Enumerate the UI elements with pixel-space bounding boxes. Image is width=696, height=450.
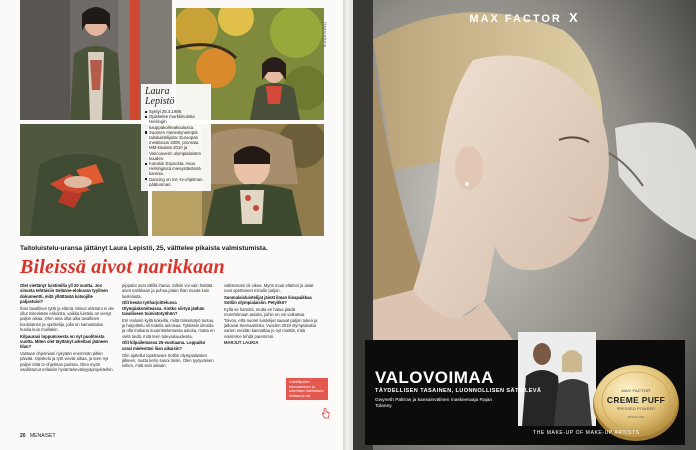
- paragraph: Kilpaurasi loppumisesta on nyt puolitoista vuotta. Miten olet täyttänyt arkeltasi jääneen tilan?: [20, 333, 108, 350]
- pullquote: Luistelijoiden treenaamisen ja tukemisen kannattaisi aloittaa jo nyt.: [286, 378, 328, 400]
- ad-brand-logo: [353, 10, 696, 25]
- article-page: [0, 0, 343, 450]
- paragraph: En! Halusin kyllä kokeilla, miltä toimistotyö tuntuu, ja harjoittelu oli todella antoisaa. Tykkäsin ideoida ja olla mukana suunnittelemassa asioita, mutta en vielä tiedä, mitä teen tulevaisuudessa.: [122, 317, 215, 339]
- article-headline: Bileissä aivot narikkaan: [20, 256, 225, 278]
- paragraph: Kyllä se harmitti, mutta en halua jäädä murehtimaan asioita, joihin en voi vaikuttaa. Toivon, että nuoret luistelijat saavat paljon tukea ja jatkavat treenaamista. Vuoden 2018 olympialaisia varten meidän kannattaa jo nyt miettiä, mitä voisimme tehdä paremmin.: [224, 307, 318, 339]
- paragraph: Ihan tavallinen tyttö ja elämä. Minun elämäni ei ole ollut mitenkään erikoista, vaikka luistelu on vienyt paljon aikaa. Olen aina ollut aika tavallinen koululainen ja opiskelija, jolla on samanlaisia huolia kuin muillakin.: [20, 305, 114, 332]
- bio-fact: Syntyi 25.4.1988.: [145, 109, 207, 114]
- ad-inset-photo: [518, 332, 596, 426]
- compact-product-type: PRESSED POWDER: [616, 407, 656, 411]
- bio-fact: Opiskelee markkinointia Helsingin kauppakorkeakoulussa.: [145, 114, 207, 130]
- bio-name: Laura Lepistö: [145, 86, 175, 107]
- article-signature: MARJUT LAUKIA: [224, 340, 259, 346]
- compact-brand: MAX FACTOR: [621, 388, 651, 393]
- bio-fact: Suomen menestyneimpiä taitoluistelijoita: Euroopan mestaruus 2009, pronssia MM-kisoista 2010 ja Vancouverin olympialaisten kuudes.: [145, 130, 207, 161]
- page-footer: [20, 433, 56, 439]
- paragraph: Olet viettänyt luistimilla yli 20 vuotta. Jos sinusta tehtäisiin Selänne-elokuvan tyylinen dokumentti, mitä yllättävää katsojille paljastuisi?: [20, 283, 108, 304]
- compact-product-name: CREME PUFF: [606, 395, 666, 405]
- page-gutter: [343, 0, 353, 450]
- paragraph: pippalot ovat välillä ihania. Silloin voi vain heittää aivot narikkaan ja puhua jotain ihan muuta kuin luistelusta.: [122, 283, 213, 299]
- article-column-2: [122, 283, 216, 370]
- magazine-name: MENAISET: [29, 433, 56, 439]
- article-body: [20, 283, 324, 428]
- compact-since: SINCE 1953: [627, 415, 645, 419]
- ad-photo-credit: Gwyneth Paltrow ja kansainvälinen maskeeraaja Rajan Tolaney.: [375, 398, 493, 409]
- paragraph: Olit kilpailemassa 25-vuotiaana. Loppuiko urasi mielestäsi liian aikaisin?: [122, 340, 206, 351]
- photo-leaves-hands: [20, 124, 148, 236]
- advertisement-page: [353, 0, 696, 450]
- paragraph: Olin ajatellut lopettavani Sotšin olympialaisten jälkeen, mutta keho sanoi toisin. Olen tyytyväinen siihen, mitä sain aikaan.: [122, 352, 214, 369]
- page-number: 20: [20, 433, 26, 439]
- bio-fact: Kotoisin Espoosta. Asuu Helsingissä miesystävänsä kanssa.: [145, 161, 207, 177]
- article-column-1: [20, 283, 114, 374]
- article-lede: Taitoluistelu-uransa jättänyt Laura Lepistö, 25, välttelee pikaista valmistumista.: [20, 245, 268, 252]
- ad-subheadline: TÄYDELLISEN TASAINEN, LUONNOLLISEN SÄTEILEVÄ: [375, 388, 542, 394]
- ad-tagline: THE MAKE-UP OF MAKE-UP ARTISTS: [533, 430, 640, 436]
- bio-box: [141, 84, 211, 191]
- inset-photo-image: [518, 332, 596, 426]
- bio-fact: Dancing on Ice -tv-ohjelman päätuomari.: [145, 177, 207, 187]
- section-side-label: Haastattelu: [323, 22, 328, 48]
- paragraph: Olit kesän työharjoittelussa Olympiakomiteassa. Aiotko siirtyä jäähän tavalliseen toimistotyöhön?: [122, 300, 205, 316]
- paragraph: Vastaan ohjelmiani nykyään enemmän pitkin päivää. Opiskelu ja työt vievät aikaa, ja teen nyt paljon töitä tv-ohjelman parissa. Olen myös osallistunut erilaisiin hyväntekeväisyysprojekteihin.: [20, 351, 114, 372]
- article-column-3: [224, 283, 318, 347]
- ad-headline: VALOVOIMAA: [375, 368, 494, 387]
- bio-facts: [145, 109, 207, 187]
- hand-pointer-icon: [321, 408, 330, 419]
- brand-x-mark: X: [568, 10, 580, 25]
- brand-name: MAX FACTOR: [469, 13, 562, 25]
- paragraph: Suomalaisluistelijat jäivät ilman kisapaikkaa Sotšin olympialaisiin. Petyitkö?: [224, 295, 312, 306]
- paragraph: valitsemani oli oikea. Myös muut eläimet ja asiat ovat opettaneet minulle paljon.: [224, 283, 314, 294]
